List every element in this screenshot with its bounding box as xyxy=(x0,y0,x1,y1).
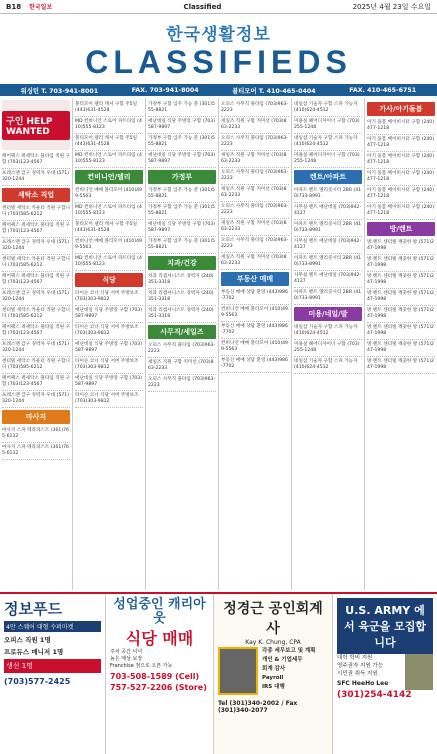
ads-column xyxy=(73,98,146,590)
ad-item: 아파트 렌트 엘리콧시티 2BR (410)733-8991 xyxy=(294,186,362,203)
cpa-ad xyxy=(214,594,333,754)
ad-item: 방 렌트 센터빌 깨끗한 방 (571)247-1998 xyxy=(367,272,435,289)
ad-item: 사무실 렌트 애난데일 (703)942-4127 xyxy=(294,271,362,288)
ad-item: 볼티모어 델리 캐셔 구함 주5일 (443)631-4528 xyxy=(75,134,143,151)
ad-item: 사무실 렌트 애난데일 (703)942-4127 xyxy=(294,203,362,220)
ad-item: 프레스맨 급구 경력자 우대 (571)320-1244 xyxy=(2,391,70,408)
section-title: Classified xyxy=(183,2,222,11)
army-ad xyxy=(333,594,437,754)
korean-title: 한국생활정보 xyxy=(166,24,271,45)
contact-bar xyxy=(0,84,437,96)
ad-item: 아기 돌봄 베이비시터 구함 (240)477-1218 xyxy=(367,186,435,203)
ad-item: 애난데일 식당 주방장 구함 (703)587-9897 xyxy=(148,117,216,134)
issue-date: 2025년 4월 23일 수요일 xyxy=(352,2,431,11)
ad-phone: Tel (301)340-2002 / Fax (301)340-2077 xyxy=(218,700,298,714)
page-number: B18 xyxy=(6,2,22,11)
category-apartment: 렌트/아파트 xyxy=(294,170,362,184)
ad-item: 치과 리셉셔니스트 경력자 (240)351-3318 xyxy=(148,306,216,323)
ad-item: MD 컨비니언 스토어 파트타임 (410)555-8123 xyxy=(75,203,143,220)
ad-item: 치과 리셉셔니스트 경력자 (240)351-3318 xyxy=(148,272,216,289)
ad-line: 생선 1명 xyxy=(4,659,101,673)
help-wanted-banner xyxy=(2,100,70,150)
ad-line: 오피스 직원 1명 xyxy=(4,636,51,644)
ad-item: 마사지 스파 테라피스트 (301)765-6132 xyxy=(2,443,70,460)
ads-column xyxy=(292,98,365,590)
washington-phone: 워싱턴 T. 703-941-8001 xyxy=(20,87,99,95)
person-photo xyxy=(218,647,258,695)
ad-item: 타이슨 코너 식당 서버 주방보조 (703)303-9812 xyxy=(75,289,143,306)
ad-item: 볼티모어 델리 캐셔 구함 주5일 (443)631-4528 xyxy=(75,220,143,237)
ad-item: 치과 리셉셔니스트 경력자 (240)351-3318 xyxy=(148,289,216,306)
ad-phone: (301)254-4142 xyxy=(337,690,412,700)
ad-item: 부동산 매매 상담 환영 (443)986-7702 xyxy=(221,356,289,373)
ad-item: 네일샵 기술자 구함 스파 가능자 (410)624-4512 xyxy=(294,134,362,151)
ad-item: 아기 돌봄 베이비시터 구함 (240)477-1218 xyxy=(367,118,435,135)
ad-item: 마사지 스파 테라피스트 (301)765-6132 xyxy=(2,426,70,443)
ad-line: 각종 세무보고 및 계획 xyxy=(262,648,316,654)
ad-item: MD 컨비니언 스토어 파트타임 (410)555-8123 xyxy=(75,254,143,271)
ad-item: 네일샵 기술자 구함 스파 가능자 (410)624-4512 xyxy=(294,100,362,117)
ad-line: 영주권자 지원 가능 xyxy=(337,663,384,669)
ad-item: 오피스 사무직 풀타임 (703)963-2223 xyxy=(221,168,289,185)
ad-item: 미용실 헤어디자이너 구함 (703)255-1248 xyxy=(294,117,362,134)
ad-item: 타이슨 코너 식당 서버 주방보조 (703)303-9812 xyxy=(75,357,143,374)
ad-item: 센터빌 세탁소 카운터 직원 구합니다 (703)585-6212 xyxy=(2,357,70,374)
ad-item: 페어팩스 퀵세탁소 풀타임 직원 구함 (703)123-4567 xyxy=(2,374,70,391)
ad-item: 가정부 구함 입주 가능 분 (301)555-8821 xyxy=(148,237,216,254)
ad-item: 방 렌트 센터빌 깨끗한 방 (571)247-1998 xyxy=(367,306,435,323)
jungbo-food-ad xyxy=(0,594,106,754)
ad-line: 주차 공간 넉넉 xyxy=(110,649,143,655)
ad-item: 아기 돌봄 베이비시터 구함 (240)477-1218 xyxy=(367,169,435,186)
ad-item: 센터빌 세탁소 카운터 직원 구합니다 (703)585-6212 xyxy=(2,255,70,272)
ad-item: 컨비니언 매매 볼티모어 (410)499-5563 xyxy=(221,305,289,322)
category-room: 방/렌트 xyxy=(367,222,435,236)
ad-item: 방 렌트 센터빌 깨끗한 방 (571)247-1998 xyxy=(367,238,435,255)
category-education: 가사/아기돌봄 xyxy=(367,102,435,116)
category-business: 사무직/세일즈 xyxy=(148,325,216,339)
ad-item: 페어팩스 퀵세탁소 풀타임 직원 구함 (703)123-4567 xyxy=(2,272,70,289)
ad-item: 아기 돌봄 베이비시터 구함 (240)477-1218 xyxy=(367,135,435,152)
category-massage: 마사지 xyxy=(2,410,70,424)
category-restaurant: 식당 xyxy=(75,273,143,287)
ad-item: 페어팩스 퀵세탁소 풀타임 직원 구함 (703)123-4567 xyxy=(2,152,70,169)
ads-column xyxy=(0,98,73,590)
ad-item: 센터빌 세탁소 카운터 직원 구합니다 (703)585-6212 xyxy=(2,204,70,221)
ad-item: 아기 돌봄 베이비시터 구함 (240)477-1218 xyxy=(367,203,435,220)
ad-subtitle: Kay K. Chung, CPA xyxy=(245,639,301,646)
ad-item: 센터빌 세탁소 카운터 직원 구합니다 (703)585-6212 xyxy=(2,306,70,323)
ad-line: 시민권 취득 지원 xyxy=(337,671,378,677)
ad-item: 오피스 사무직 풀타임 (703)963-2223 xyxy=(221,202,289,219)
restaurant-sale-ad xyxy=(106,594,214,754)
ad-item: 가정부 구함 입주 가능 분 (301)555-8821 xyxy=(148,203,216,220)
ad-item: 프레스맨 급구 경력자 우대 (571)320-1244 xyxy=(2,169,70,186)
ad-item: 타이슨 코너 식당 서버 주방보조 (703)303-9812 xyxy=(75,323,143,340)
ad-item: 가정부 구함 입주 가능 분 (301)555-8821 xyxy=(148,186,216,203)
ad-item: 오피스 사무직 풀타임 (703)963-2223 xyxy=(148,341,216,358)
washington-fax: FAX. 703-941-8004 xyxy=(131,86,199,94)
ad-line: 프로듀스 매니저 1명 xyxy=(4,648,64,656)
category-household: 가정부 xyxy=(148,170,216,184)
ad-item: 페어팩스 퀵세탁소 풀타임 직원 구함 (703)123-4567 xyxy=(2,323,70,340)
ad-item: 오피스 사무직 풀타임 (703)963-2223 xyxy=(221,236,289,253)
masthead xyxy=(0,14,437,84)
ad-item: 아파트 렌트 엘리콧시티 2BR (410)733-8991 xyxy=(294,254,362,271)
ad-item: 오피스 사무직 풀타임 (703)963-2223 xyxy=(221,100,289,117)
ad-item: 오피스 사무직 풀타임 (703)963-2223 xyxy=(148,375,216,392)
ads-grid xyxy=(0,98,437,590)
ad-item: 가정부 구함 입주 가능 분 (301)555-8821 xyxy=(148,100,216,117)
ad-title: 정보푸드 xyxy=(4,600,62,618)
ad-title-2: 식당 매매 xyxy=(125,629,194,648)
ad-item: 세일즈 직원 구함 커미션 (703)863-2233 xyxy=(221,185,289,202)
ad-phone: 703-508-1589 (Cell) xyxy=(110,672,200,681)
ad-line: IRS 대행 xyxy=(262,684,285,690)
ad-phone: (703)577-2425 xyxy=(4,677,71,686)
ad-item: 방 렌트 센터빌 깨끗한 방 (571)247-1998 xyxy=(367,340,435,357)
ad-item: 프레스맨 급구 경력자 우대 (571)320-1244 xyxy=(2,289,70,306)
soldier-photo xyxy=(405,654,433,690)
ad-subtitle: 4만 스퀘어 대형 수퍼마켓 xyxy=(4,621,101,632)
ad-item: 오피스 사무직 풀타임 (703)963-2223 xyxy=(221,134,289,151)
ad-item: 미용실 헤어디자이너 구함 (703)255-1248 xyxy=(294,340,362,357)
ad-item: 세일즈 직원 구함 커미션 (703)863-2233 xyxy=(221,219,289,236)
ads-column xyxy=(219,98,292,590)
ad-title: 정경근 공인회계사 xyxy=(223,601,323,637)
ad-title: U.S. ARMY 에서 육군을 모집합니다 xyxy=(337,598,433,654)
ads-column xyxy=(146,98,219,590)
ad-item: 프레스맨 급구 경력자 우대 (571)320-1244 xyxy=(2,340,70,357)
ad-item: 컨비니언 매매 볼티모어 (410)499-5563 xyxy=(221,339,289,356)
category-realestate: 부동산 매매 xyxy=(221,272,289,286)
ad-line: Franchise 점으로 오픈 가능 xyxy=(110,663,173,669)
ad-item: 컨비니언 매매 볼티모어 (410)499-5563 xyxy=(75,237,143,254)
ad-item: 타이슨 코너 식당 서버 주방보조 (703)303-9812 xyxy=(75,391,143,408)
top-header xyxy=(0,0,437,14)
ad-item: MD 컨비니언 스토어 파트타임 (410)555-8123 xyxy=(75,151,143,168)
ad-item: 애난데일 식당 주방장 구함 (703)587-9897 xyxy=(148,151,216,168)
display-ads xyxy=(0,592,437,754)
ad-item: 부동산 매매 상담 환영 (443)986-7702 xyxy=(221,288,289,305)
category-beauty: 미용/네일/발 xyxy=(294,307,362,321)
category-laundry: 세탁소 직업 xyxy=(2,188,70,202)
ad-item: 세일즈 직원 구함 커미션 (703)863-2233 xyxy=(221,253,289,270)
english-title: CLASSIFIEDS xyxy=(85,43,352,80)
baltimore-fax: FAX. 410-465-6751 xyxy=(349,86,417,94)
ad-item: 애난데일 식당 주방장 구함 (703)587-9897 xyxy=(75,374,143,391)
ad-item: 아파트 렌트 엘리콧시티 2BR (410)733-8991 xyxy=(294,288,362,305)
ad-item: 아파트 렌트 엘리콧시티 2BR (410)733-8991 xyxy=(294,220,362,237)
ad-item: 세일즈 직원 구함 커미션 (703)863-2233 xyxy=(221,151,289,168)
ad-item: 아기 돌봄 베이비시터 구함 (240)477-1218 xyxy=(367,152,435,169)
ad-item: 방 렌트 센터빌 깨끗한 방 (571)247-1998 xyxy=(367,255,435,272)
ad-item: 애난데일 식당 주방장 구함 (703)587-9897 xyxy=(148,220,216,237)
ad-line: 회계 감사 xyxy=(262,666,286,672)
ad-item: 프레스맨 급구 경력자 우대 (571)320-1244 xyxy=(2,238,70,255)
ad-title: 성업중인 캐리아웃 xyxy=(113,597,206,626)
help-wanted-label: 구인 HELP WANTED xyxy=(2,111,70,140)
ad-item: 세일즈 직원 구함 커미션 (703)863-2233 xyxy=(148,358,216,375)
ad-item: 사무실 렌트 애난데일 (703)942-4127 xyxy=(294,237,362,254)
baltimore-phone: 볼티모어 T. 410-465-0404 xyxy=(232,87,316,95)
ad-item: 방 렌트 센터빌 깨끗한 방 (571)247-1998 xyxy=(367,323,435,340)
hankook-logo: 한국일보 xyxy=(29,4,53,11)
recruiter-name: SFC HeeHo Lee xyxy=(337,680,389,687)
ad-line: Payroll xyxy=(262,675,284,681)
ad-item: 세일즈 직원 구함 커미션 (703)863-2233 xyxy=(221,117,289,134)
category-convenience: 컨비니언/델리 xyxy=(75,170,143,184)
ad-item: 컨비니언 매매 볼티모어 (410)499-5563 xyxy=(75,186,143,203)
ad-item: 페어팩스 퀵세탁소 풀타임 직원 구함 (703)123-4567 xyxy=(2,221,70,238)
ad-item: 가정부 구함 입주 가능 분 (301)555-8821 xyxy=(148,134,216,151)
ad-item: 네일샵 기술자 구함 스파 가능자 (410)624-4512 xyxy=(294,357,362,374)
ad-item: 애난데일 식당 주방장 구함 (703)587-9897 xyxy=(75,340,143,357)
ad-item: 방 렌트 센터빌 깨끗한 방 (571)247-1998 xyxy=(367,289,435,306)
ad-line: 대학 학비 지원 xyxy=(337,655,373,661)
ad-item: 방 렌트 센터빌 깨끗한 방 (571)247-1998 xyxy=(367,357,435,374)
ad-item: MD 컨비니언 스토어 파트타임 (410)555-8123 xyxy=(75,117,143,134)
ad-line: 높은 매상 보장 xyxy=(110,656,143,662)
ad-line: 개인 & 기업세무 xyxy=(262,657,303,663)
ad-item: 볼티모어 델리 캐셔 구함 주5일 (443)631-4528 xyxy=(75,100,143,117)
ad-item: 미용실 헤어디자이너 구함 (703)255-1248 xyxy=(294,151,362,168)
ad-item: 네일샵 기술자 구함 스파 가능자 (410)624-4512 xyxy=(294,323,362,340)
ad-phone-2: 757-527-2206 (Store) xyxy=(110,683,207,692)
ad-item: 부동산 매매 상담 환영 (443)986-7702 xyxy=(221,322,289,339)
ad-item: 애난데일 식당 주방장 구함 (703)587-9897 xyxy=(75,306,143,323)
ads-column xyxy=(365,98,437,590)
category-medical: 치과/건강 xyxy=(148,256,216,270)
